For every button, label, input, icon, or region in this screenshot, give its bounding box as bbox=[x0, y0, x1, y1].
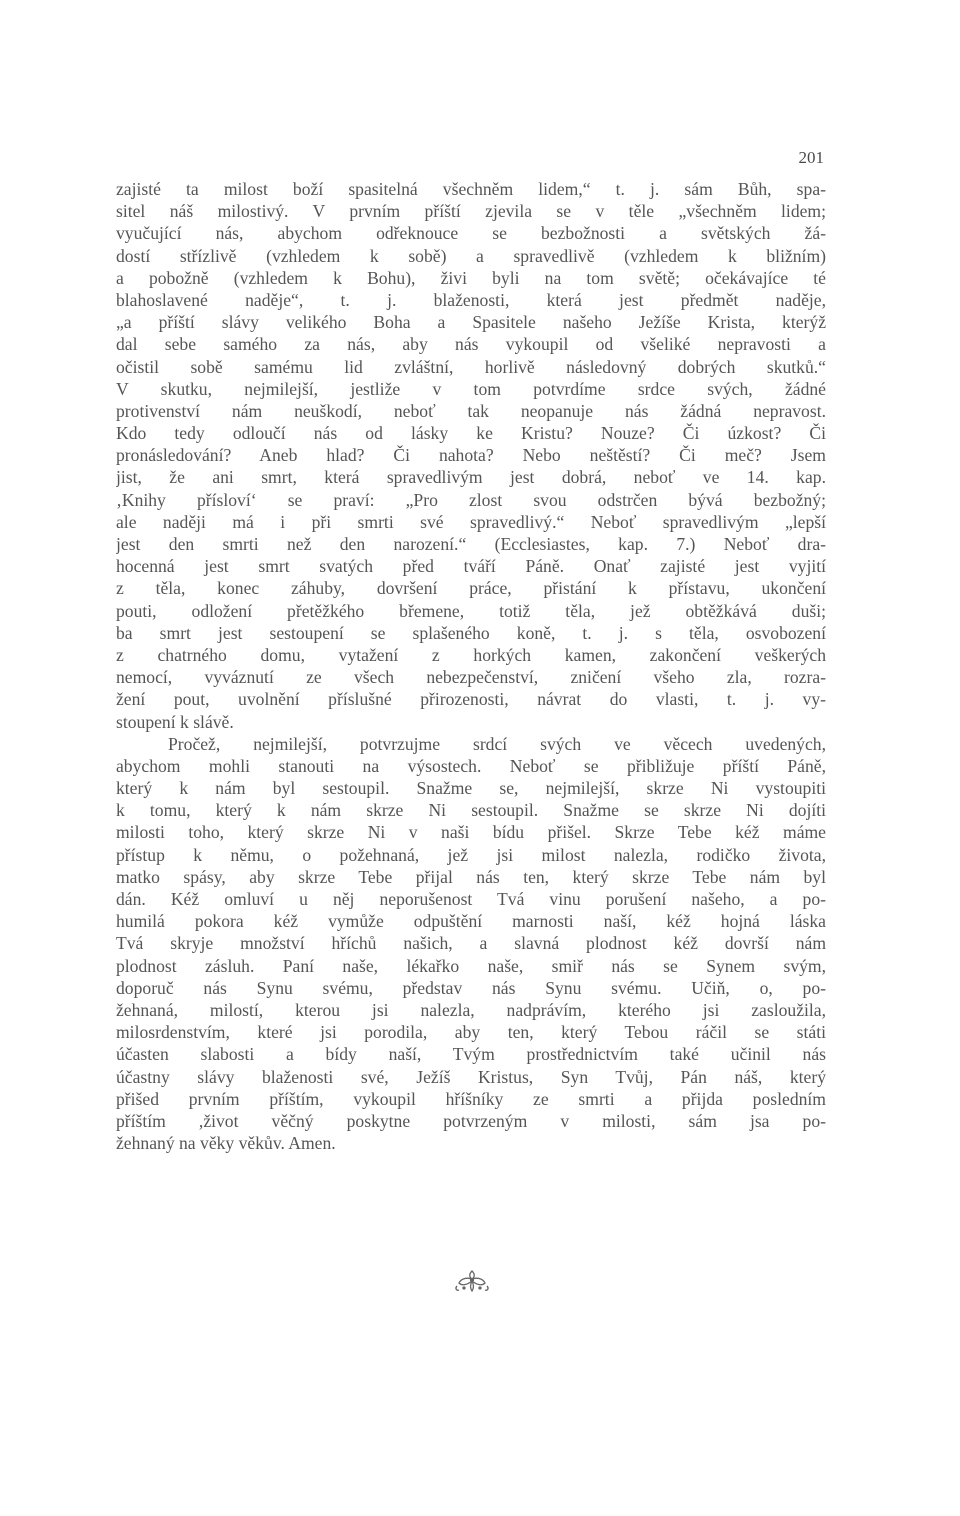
text-line: přišed prvním příštím, vykoupil hříšníky ze smrti a přijda posledním bbox=[116, 1088, 826, 1109]
text-line: žehnaný na věky věkův. Amen. bbox=[116, 1133, 336, 1154]
ornament-vignette bbox=[452, 1268, 492, 1294]
flourish-icon bbox=[452, 1268, 492, 1294]
text-line: ‚Knihy přísloví‘ se praví: „Pro zlost svou odstrčen bývá bezbožný; bbox=[116, 489, 826, 510]
text-line: doporuč nás Synu svému, představ nás Synu svému. Učiň, o, po- bbox=[116, 977, 826, 998]
text-line: plodnost zásluh. Paní naše, lékařko naše, smiř nás se Synem svým, bbox=[116, 955, 826, 976]
text-line: příštím ,život věčný poskytne potvrzeným v milosti, sám jsa po- bbox=[116, 1110, 826, 1131]
text-line: jist, že ani smrt, která spravedlivým jest dobrá, neboť ve 14. kap. bbox=[116, 467, 826, 488]
text-line: hocenná jest smrt svatých před tváří Páně. Onať zajisté jest vyjití bbox=[116, 556, 826, 577]
text-line: který k nám byl sestoupil. Snažme se, nejmilejší, skrze Ni vystoupiti bbox=[116, 778, 826, 799]
paragraph-2 bbox=[116, 733, 826, 1155]
text-line: V skutku, nejmilejší, jestliže v tom potvrdíme srdce svých, žádné bbox=[116, 378, 826, 399]
text-line: vyučující nás, abychom odřeknouce se bezbožnosti a světských žá- bbox=[116, 223, 826, 244]
text-line: ba smrt jest sestoupení se splašeného koně, t. j. s těla, osvobození bbox=[116, 622, 826, 643]
text-line: očistil sobě samému lid zvláštní, horlivě následovný dobrých skutků.“ bbox=[116, 356, 826, 377]
text-line: z těla, konec záhuby, dovršení práce, přistání k přístavu, ukončení bbox=[116, 578, 826, 599]
text-line: blahoslavené naděje“, t. j. blaženosti, která jest předmět naděje, bbox=[116, 289, 826, 310]
text-line: Tvá skryje množství hříchů našich, a slavná plodnost kéž dovrší nám bbox=[116, 933, 826, 954]
text-line: abychom mohli stanouti na výsostech. Neboť se přibližuje příští Páně, bbox=[116, 755, 826, 776]
text-line: milosti toho, který skrze Ni v naši bídu přišel. Skrze Tebe kéž máme bbox=[116, 822, 826, 843]
text-line: milosrdenstvím, které jsi porodila, aby ten, který Tebou ráčil se státi bbox=[116, 1022, 826, 1043]
text-line: dal sebe samého za nás, aby nás vykoupil od všeliké nepravosti a bbox=[116, 334, 826, 355]
text-line: a pobožně (vzhledem k Bohu), živi byli na tom světě; očekávajíce té bbox=[116, 267, 826, 288]
text-line: Kdo tedy odloučí nás od lásky ke Kristu? Nouze? Či úzkost? Či bbox=[116, 423, 826, 444]
text-line: žehnaná, milostí, kterou jsi nalezla, nadprávím, kterého jsi zasloužila, bbox=[116, 999, 826, 1020]
text-line: protivenství nám neuškodí, neboť tak neopanuje nás žádná nepravost. bbox=[116, 400, 826, 421]
page-number: 201 bbox=[798, 148, 824, 167]
text-line: sitel náš milostivý. V prvním příští zjevila se v těle „všechněm lidem; bbox=[116, 201, 826, 222]
text-line: Pročež, nejmilejší, potvrzujme srdcí svých ve věcech uvedených, bbox=[168, 733, 826, 754]
text-line: zajisté ta milost boží spasitelná všechněm lidem,“ t. j. sám Bůh, spa- bbox=[116, 179, 826, 199]
text-line: z chatrného domu, vytažení z horkých kamen, zakončení veškerých bbox=[116, 644, 826, 665]
text-line: ale naději má i při smrti své spravedlivý.“ Neboť spravedlivým „lepší bbox=[116, 511, 826, 532]
text-line: účasten slabosti a bídy naší, Tvým prostřednictvím také učinil nás bbox=[116, 1044, 826, 1065]
text-line: účastny slávy blaženosti své, Ježíš Kristus, Syn Tvůj, Pán náš, který bbox=[116, 1066, 826, 1087]
text-line: k tomu, který k nám skrze Ni sestoupil. Snažme se skrze Ni dojíti bbox=[116, 800, 826, 821]
text-line: „a příští slávy velikého Boha a Spasitele našeho Ježíše Krista, kterýž bbox=[116, 312, 826, 333]
text-line: pouti, odložení přetěžkého břemene, totiž těla, jež obtěžkává duši; bbox=[116, 600, 826, 621]
text-line: přístup k němu, o požehnaná, jež jsi milost nalezla, rodičko života, bbox=[116, 844, 826, 865]
text-line: matko spásy, aby skrze Tebe přijal nás ten, který skrze Tebe nám byl bbox=[116, 866, 826, 887]
text-line: nemocí, vyváznutí ze všech nebezpečenství, zničení všeho zla, rozra- bbox=[116, 667, 826, 688]
text-line: žení pout, uvolnění příslušné přirozenosti, návrat do vlasti, t. j. vy- bbox=[116, 689, 826, 710]
body-text bbox=[116, 178, 826, 1154]
paragraph-1 bbox=[116, 178, 826, 733]
text-line: dán. Kéž omluví u něj neporušenost Tvá vinu porušení našeho, a po- bbox=[116, 889, 826, 909]
text-line: humilá pokora kéž vymůže odpuštění marnosti naší, kéž hojná láska bbox=[116, 911, 826, 932]
text-line: jest den smrti než den narození.“ (Ecclesiastes, kap. 7.) Neboť dra- bbox=[116, 534, 826, 554]
text-line: stoupení k slávě. bbox=[116, 711, 234, 732]
text-line: pronásledování? Aneb hlad? Či nahota? Nebo neštěstí? Či meč? Jsem bbox=[116, 445, 826, 466]
text-line: dostí střízlivě (vzhledem k sobě) a spravedlivě (vzhledem k bližním) bbox=[116, 245, 826, 266]
